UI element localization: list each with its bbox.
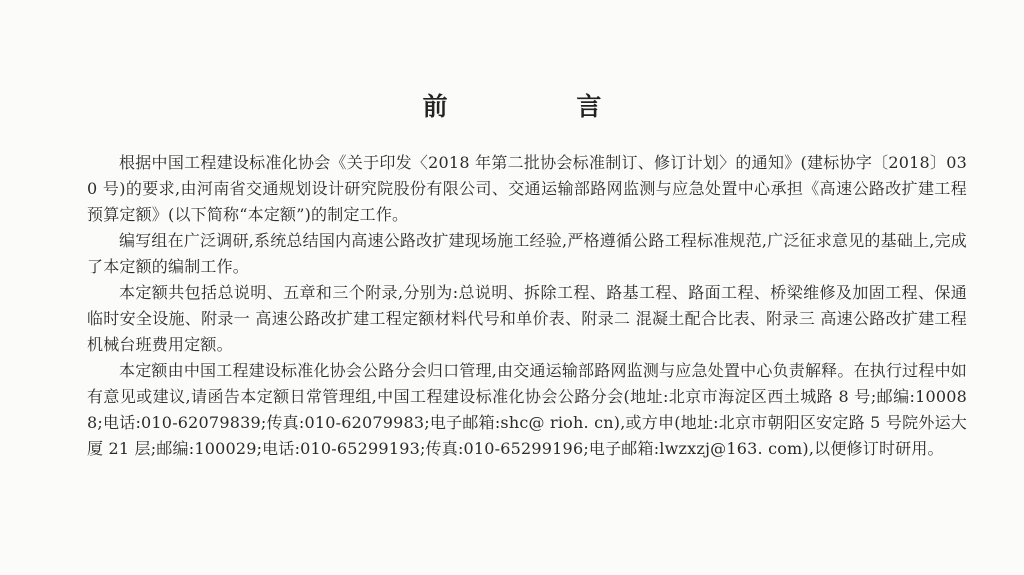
paragraph-1: 根据中国工程建设标准化协会《关于印发〈2018 年第二批协会标准制订、修订计划〉的通知》(建标协字〔2018〕030 号)的要求,由河南省交通规划设计研究院股份有限公司、交通运输部路网监测与应急处置中心承担《高速公路改扩建工程预算定额》(以下简称“本定额”)的制定工作。	[87, 153, 967, 224]
paragraph-2: 编写组在广泛调研,系统总结国内高速公路改扩建现场施工经验,严格遵循公路工程标准规范,广泛征求意见的基础上,完成了本定额的编制工作。	[87, 231, 967, 276]
paragraph-3: 本定额共包括总说明、五章和三个附录,分别为:总说明、拆除工程、路基工程、路面工程、桥梁维修及加固工程、保通临时安全设施、附录一 高速公路改扩建工程定额材料代号和单价表、附录二 混凝土配合比表、附录三 高速公路改扩建工程机械台班费用定额。	[87, 283, 967, 354]
page-title: 前 言	[422, 92, 662, 121]
preface-body	[87, 150, 967, 462]
paragraph-4: 本定额由中国工程建设标准化协会公路分会归口管理,由交通运输部路网监测与应急处置中心负责解释。在执行过程中如有意见或建议,请函告本定额日常管理组,中国工程建设标准化协会公路分会(地址:北京市海淀区西土城路 8 号;邮编:100088;电话:010-62079839;传真:010-62079983;电子邮箱:shc@ rioh. cn),或方申(地址:北京市朝阳区安定路 5 号院外运大厦 21 层;邮编:100029;电话:010-65299193;传真:010-65299196;电子邮箱:lwzxzj@163. com),以便修订时研用。	[87, 361, 967, 458]
